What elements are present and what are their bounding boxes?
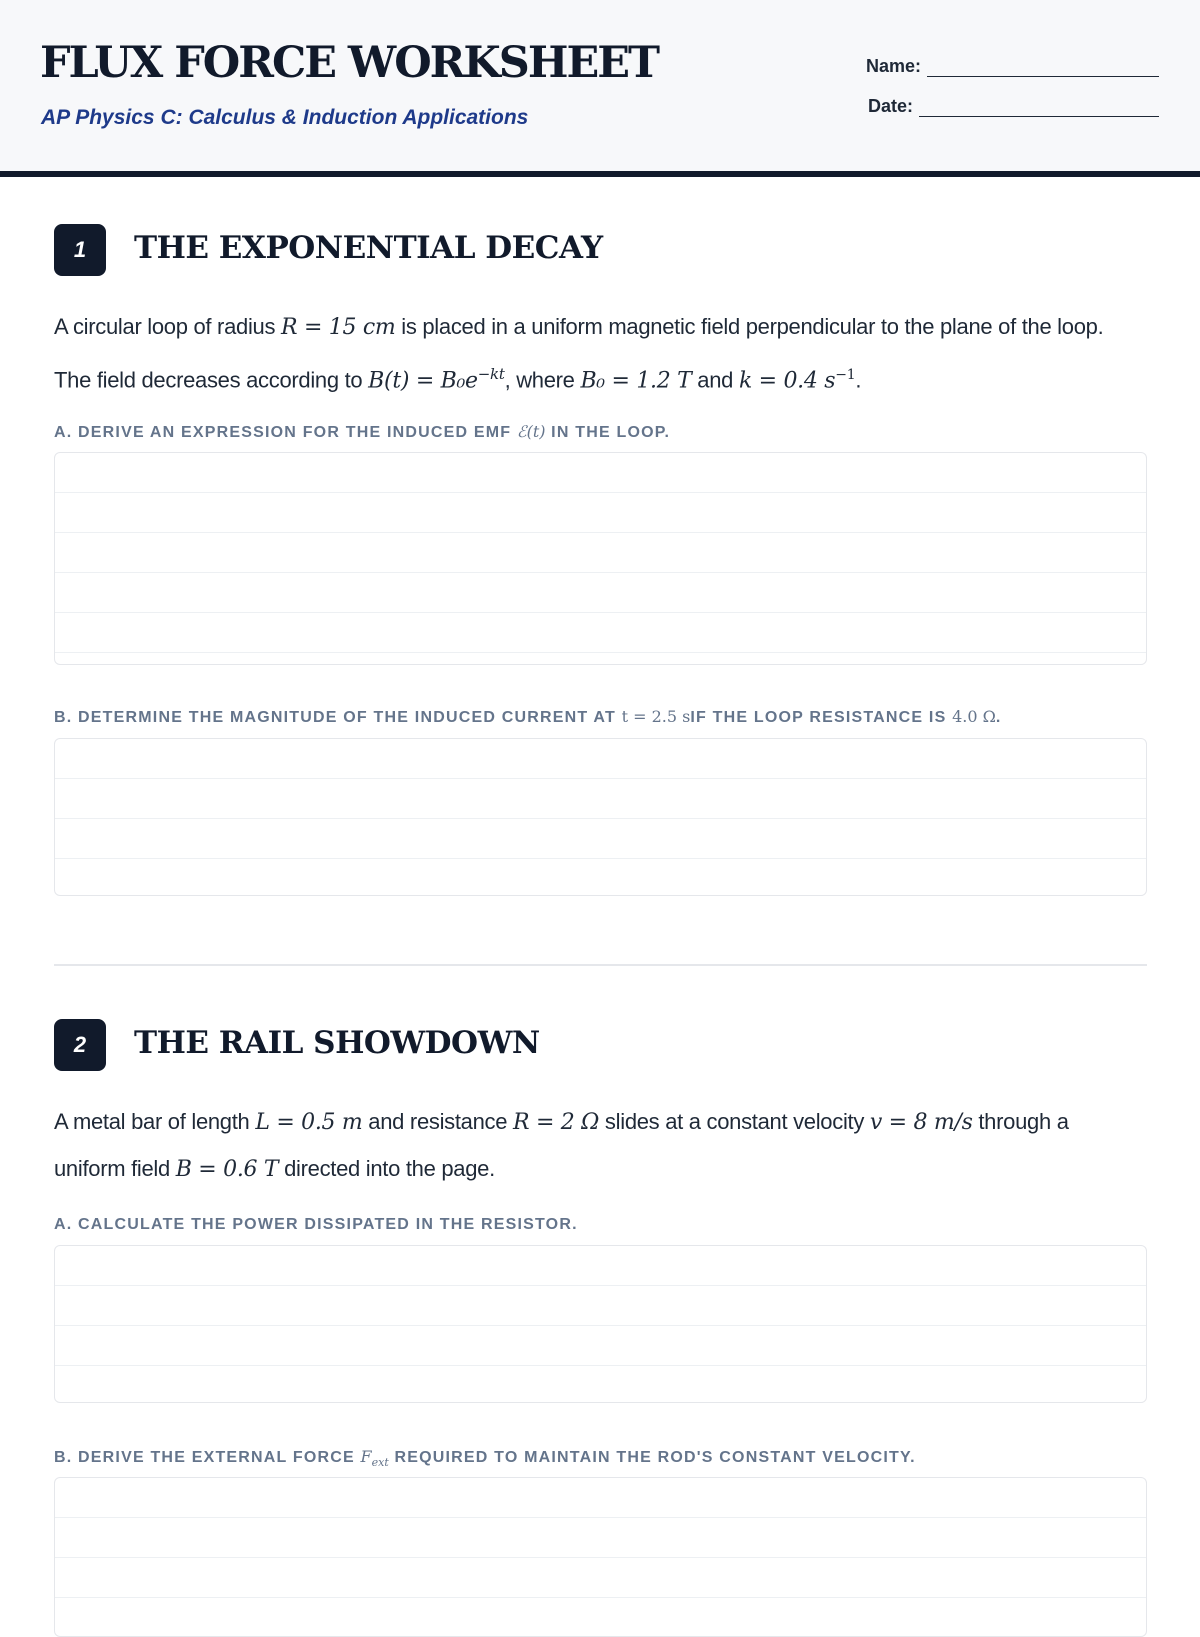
problem-text: slides at a constant velocity	[599, 1109, 870, 1134]
date-field-row	[868, 96, 1159, 117]
problem-text: through a uniform field	[54, 1109, 1069, 1181]
problem-text: A metal bar of length	[54, 1109, 256, 1134]
answer-area[interactable]	[54, 452, 1147, 665]
prompt-text: A. CALCULATE THE POWER DISSIPATED IN THE RESISTOR.	[54, 1216, 578, 1233]
answer-area[interactable]	[54, 738, 1147, 896]
math-expression: B₀ = 1.2 T	[580, 368, 692, 394]
math-subscript: ext	[371, 1456, 389, 1470]
answer-area[interactable]	[54, 1245, 1147, 1403]
question-title: THE EXPONENTIAL DECAY	[134, 230, 603, 266]
prompt-text: .	[995, 709, 1002, 726]
part-prompt	[54, 422, 670, 442]
math-expression: R = 2 Ω	[513, 1110, 600, 1135]
problem-text: directed into the page.	[278, 1156, 495, 1181]
math-expression: ℰ(t)	[516, 422, 546, 441]
math-expression: L = 0.5 m	[255, 1110, 363, 1135]
question-number-badge: 1	[54, 224, 106, 276]
math-exponent: −1	[835, 367, 856, 383]
prompt-text: A. DERIVE AN EXPRESSION FOR THE INDUCED EMF	[54, 424, 517, 441]
date-label: Date:	[868, 96, 914, 116]
answer-area[interactable]	[54, 1477, 1147, 1637]
math-expression: 4.0 Ω	[952, 707, 996, 726]
part-prompt	[54, 1216, 578, 1234]
worksheet-subtitle: AP Physics C: Calculus & Induction Applications	[41, 106, 529, 129]
name-label: Name:	[866, 56, 922, 76]
section-divider	[54, 964, 1147, 966]
problem-text: and resistance	[362, 1109, 513, 1134]
math-expression: k = 0.4 s	[738, 368, 836, 394]
problem-text: and	[691, 367, 739, 393]
math-expression: R = 15 cm	[280, 315, 396, 340]
prompt-text: B. DETERMINE THE MAGNITUDE OF THE INDUCED CURRENT AT	[54, 709, 622, 726]
problem-statement	[54, 304, 1144, 404]
prompt-text: IN THE LOOP.	[545, 424, 671, 441]
math-expression: F	[360, 1447, 372, 1466]
problem-text: .	[855, 367, 862, 393]
math-exponent: −kt	[477, 365, 505, 383]
problem-text: A circular loop of radius	[54, 314, 281, 339]
part-prompt	[54, 707, 1002, 727]
worksheet-header	[0, 0, 1200, 177]
problem-statement	[54, 1099, 1144, 1193]
math-expression: B = 0.6 T	[175, 1157, 279, 1182]
prompt-text: IF THE LOOP RESISTANCE IS	[690, 709, 953, 726]
math-expression: v = 8 m/s	[869, 1110, 973, 1135]
name-field-row	[866, 56, 1159, 77]
question-title: THE RAIL SHOWDOWN	[134, 1025, 540, 1061]
prompt-text: REQUIRED TO MAINTAIN THE ROD'S CONSTANT VELOCITY.	[388, 1449, 916, 1466]
problem-text: is placed in a uniform magnetic field perpendicular to the plane of the loop. The field decreases according to	[54, 314, 1104, 393]
problem-text: , where	[504, 367, 581, 393]
name-blank-line[interactable]	[927, 58, 1159, 77]
prompt-text: B. DERIVE THE EXTERNAL FORCE	[54, 1449, 361, 1466]
math-expression: t = 2.5 s	[621, 707, 691, 726]
question-number-badge: 2	[54, 1019, 106, 1071]
worksheet-title: FLUX FORCE WORKSHEET	[40, 38, 659, 88]
date-blank-line[interactable]	[919, 98, 1159, 117]
part-prompt	[54, 1447, 916, 1469]
math-expression: B(t) = B₀e	[368, 368, 478, 394]
